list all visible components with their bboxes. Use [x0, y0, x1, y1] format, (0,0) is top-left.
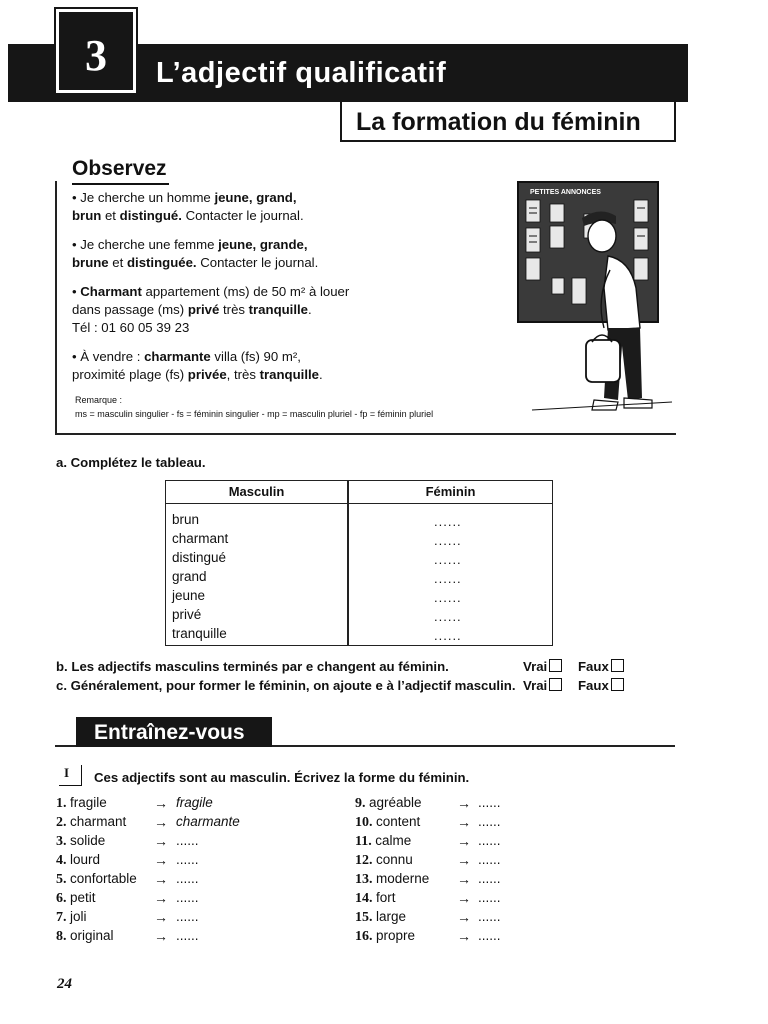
- item-word: fort: [376, 890, 396, 905]
- arrow-icon: →: [457, 909, 471, 925]
- arrow-icon: →: [457, 928, 471, 944]
- answer-blank[interactable]: ......: [478, 928, 501, 943]
- exercise-number: I: [64, 765, 70, 780]
- item-word: solide: [70, 833, 106, 848]
- entrainez-heading: Entraînez-vous: [94, 721, 245, 744]
- answer-blank[interactable]: ......: [478, 833, 501, 848]
- chapter-title: L’adjectif qualificatif: [156, 57, 447, 89]
- answer-blank[interactable]: ......: [176, 833, 199, 848]
- exercise-item-label: [355, 813, 420, 832]
- answer-blank[interactable]: ......: [176, 890, 199, 905]
- vrai-checkbox[interactable]: [549, 678, 562, 691]
- ad-text: villa (fs) 90 m²,: [210, 349, 301, 364]
- arrow-icon: →: [154, 909, 168, 925]
- item-number: 11.: [355, 834, 376, 849]
- question-c-vrai[interactable]: [523, 677, 562, 695]
- item-number: 2.: [56, 815, 70, 830]
- item-number: 16.: [355, 929, 376, 944]
- bold-adjective: privée: [187, 367, 227, 382]
- bold-adjective: tranquille: [248, 302, 309, 317]
- item-word: agréable: [369, 795, 422, 810]
- arrow-icon: →: [154, 928, 168, 944]
- bold-adjective: Charmant: [80, 284, 142, 299]
- item-word: moderne: [376, 871, 430, 886]
- table-cell-masculin: brun: [172, 512, 200, 527]
- bold-adjective: brun: [72, 208, 102, 223]
- vrai-label: Vrai: [523, 678, 548, 693]
- exercise-number-box: [59, 765, 82, 786]
- answer-blank[interactable]: ......: [478, 909, 501, 924]
- table-column-divider: [347, 481, 349, 645]
- item-word: petit: [70, 890, 96, 905]
- ad-text: , très: [226, 367, 260, 382]
- item-number: 4.: [56, 853, 70, 868]
- example-answer: charmante: [176, 814, 240, 829]
- exercise-item-label: [56, 813, 126, 832]
- question-c: c. Généralement, pour former le féminin, on ajoute e à l’adjectif masculin.: [56, 678, 516, 693]
- ad-paragraph: [62, 348, 323, 384]
- table-cell-masculin: charmant: [172, 531, 229, 546]
- exercise-item-label: [355, 870, 429, 889]
- faux-checkbox[interactable]: [611, 659, 624, 672]
- table-cell-masculin: distingué: [172, 550, 227, 565]
- item-number: 12.: [355, 853, 376, 868]
- arrow-icon: →: [457, 833, 471, 849]
- faux-checkbox[interactable]: [611, 678, 624, 691]
- exercise-item-label: [56, 927, 114, 946]
- item-word: confortable: [70, 871, 137, 886]
- exercise-a-instruction: a. Complétez le tableau.: [56, 455, 206, 470]
- answer-blank[interactable]: ......: [478, 795, 501, 810]
- ad-text: Tél : 01 60 05 39 23: [72, 320, 190, 335]
- chapter-number: 3: [85, 31, 107, 80]
- item-number: 6.: [56, 891, 70, 906]
- ad-text: et: [101, 208, 120, 223]
- bold-adjective: charmante: [144, 349, 211, 364]
- item-word: connu: [376, 852, 413, 867]
- bold-adjective: jeune, grande,: [218, 237, 308, 252]
- exercise-instruction: Ces adjectifs sont au masculin. Écrivez la forme du féminin.: [94, 770, 470, 785]
- table-cell-feminin-blank[interactable]: ......: [434, 590, 462, 605]
- answer-blank[interactable]: ......: [176, 909, 199, 924]
- question-c-faux[interactable]: [578, 677, 624, 695]
- exercise-item-label: [355, 851, 413, 870]
- table-cell-feminin-blank[interactable]: ......: [434, 609, 462, 624]
- arrow-icon: →: [154, 852, 168, 868]
- exercise-item-label: [355, 927, 415, 946]
- item-number: 13.: [355, 872, 376, 887]
- arrow-icon: →: [457, 871, 471, 887]
- answer-blank[interactable]: ......: [478, 814, 501, 829]
- item-word: lourd: [70, 852, 101, 867]
- ad-paragraph: [62, 189, 304, 225]
- ad-paragraph: [62, 236, 318, 272]
- ad-text: •: [72, 284, 81, 299]
- faux-label: Faux: [578, 659, 609, 674]
- sign-text: PETITES ANNONCES: [530, 189, 601, 196]
- exercise-item-label: [355, 794, 422, 813]
- ad-paragraph: [62, 283, 349, 337]
- arrow-icon: →: [457, 852, 471, 868]
- bold-adjective: tranquille: [259, 367, 319, 382]
- question-b-faux[interactable]: [578, 658, 624, 676]
- item-number: 9.: [355, 796, 369, 811]
- exercise-item-label: [56, 889, 96, 908]
- answer-blank[interactable]: ......: [176, 928, 199, 943]
- ad-text: • Je cherche un homme: [72, 190, 215, 205]
- table-cell-feminin-blank[interactable]: ......: [434, 552, 462, 567]
- page-number: 24: [57, 976, 72, 992]
- observez-heading: Observez: [72, 155, 169, 185]
- item-number: 10.: [355, 815, 376, 830]
- exercise-item-label: [56, 794, 107, 813]
- item-word: propre: [376, 928, 416, 943]
- answer-blank[interactable]: ......: [176, 852, 199, 867]
- table-cell-feminin-blank[interactable]: ......: [434, 514, 462, 529]
- example-answer: fragile: [176, 795, 213, 810]
- arrow-icon: →: [154, 814, 168, 830]
- item-number: 3.: [56, 834, 70, 849]
- ad-text: Contacter le journal.: [181, 208, 304, 223]
- arrow-icon: →: [154, 890, 168, 906]
- section-subtitle: La formation du féminin: [356, 108, 641, 136]
- ad-text: et: [108, 255, 127, 270]
- item-word: calme: [375, 833, 412, 848]
- faux-label: Faux: [578, 678, 609, 693]
- exercise-item-label: [355, 889, 396, 908]
- arrow-icon: →: [154, 871, 168, 887]
- arrow-icon: →: [154, 833, 168, 849]
- exercise-item-label: [355, 908, 406, 927]
- vrai-label: Vrai: [523, 659, 548, 674]
- bold-adjective: distingué.: [119, 208, 182, 223]
- arrow-icon: →: [457, 795, 471, 811]
- table-cell-feminin-blank[interactable]: ......: [434, 533, 462, 548]
- table-cell-feminin-blank[interactable]: ......: [434, 628, 462, 643]
- answer-blank[interactable]: ......: [478, 871, 501, 886]
- item-number: 1.: [56, 796, 70, 811]
- exercise-item-label: [56, 908, 87, 927]
- remark-text: ms = masculin singulier - fs = féminin singulier - mp = masculin pluriel - fp = féminin pluriel: [75, 409, 434, 419]
- answer-blank[interactable]: ......: [478, 852, 501, 867]
- table-cell-masculin: tranquille: [172, 626, 227, 641]
- item-number: 14.: [355, 891, 376, 906]
- question-b: b. Les adjectifs masculins terminés par e changent au féminin.: [56, 659, 449, 674]
- table-cell-masculin: grand: [172, 569, 207, 584]
- item-word: charmant: [70, 814, 127, 829]
- item-word: original: [70, 928, 114, 943]
- item-number: 15.: [355, 910, 376, 925]
- col-header-feminin: Féminin: [425, 484, 476, 499]
- exercise-item-label: [56, 851, 100, 870]
- table-cell-feminin-blank[interactable]: ......: [434, 571, 462, 586]
- ad-text: • Je cherche une femme: [72, 237, 219, 252]
- exercise-item-label: [56, 870, 137, 889]
- bold-adjective: jeune, grand,: [214, 190, 297, 205]
- question-b-vrai[interactable]: [523, 658, 562, 676]
- ad-text: très: [219, 302, 249, 317]
- arrow-icon: →: [154, 795, 168, 811]
- answer-blank[interactable]: ......: [176, 871, 199, 886]
- exercise-item-label: [355, 832, 411, 851]
- arrow-icon: →: [457, 890, 471, 906]
- vrai-checkbox[interactable]: [549, 659, 562, 672]
- item-word: joli: [70, 909, 87, 924]
- answer-blank[interactable]: ......: [478, 890, 501, 905]
- item-word: large: [376, 909, 407, 924]
- ad-text: dans passage (ms): [72, 302, 188, 317]
- item-number: 7.: [56, 910, 70, 925]
- table-cell-masculin: jeune: [172, 588, 206, 603]
- item-number: 5.: [56, 872, 70, 887]
- item-number: 8.: [56, 929, 70, 944]
- item-word: fragile: [70, 795, 107, 810]
- ad-text: • À vendre :: [72, 349, 145, 364]
- bold-adjective: distinguée.: [126, 255, 197, 270]
- ad-text: proximité plage (fs): [72, 367, 188, 382]
- ad-text: .: [319, 367, 323, 382]
- ad-text: Contacter le journal.: [196, 255, 319, 270]
- exercise-item-label: [56, 832, 105, 851]
- remark-label: Remarque :: [75, 395, 123, 405]
- classified-ads-illustration: [512, 178, 684, 418]
- item-word: content: [376, 814, 421, 829]
- bold-adjective: brune: [72, 255, 109, 270]
- feminine-table: [165, 480, 553, 646]
- table-cell-masculin: privé: [172, 607, 202, 622]
- bold-adjective: privé: [187, 302, 220, 317]
- ad-text: .: [308, 302, 312, 317]
- col-header-masculin: Masculin: [228, 484, 285, 499]
- ad-text: appartement (ms) de 50 m² à louer: [141, 284, 350, 299]
- arrow-icon: →: [457, 814, 471, 830]
